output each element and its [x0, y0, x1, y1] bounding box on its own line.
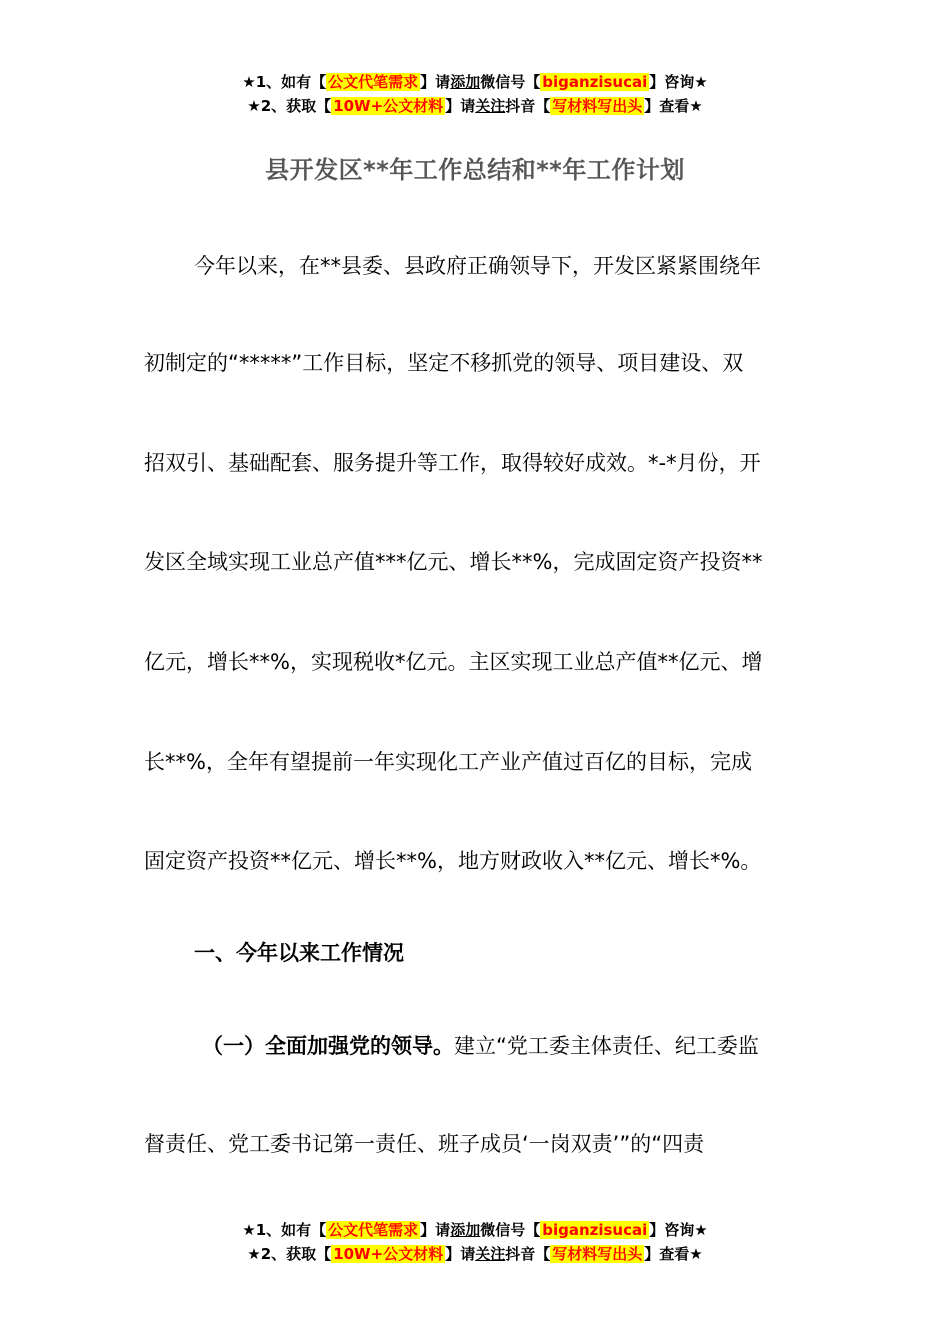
highlight-douyin-id: 写材料写出头 [552, 1245, 643, 1263]
promo-banner-top [0, 70, 950, 118]
body-line-5: 亿元，增长**%，实现税收*亿元。主区实现工业总产值**亿元、增 [144, 650, 763, 674]
highlight-service: 公文代笔需求 [328, 73, 419, 91]
subsection-title: （一）全面加强党的领导。 [202, 1034, 454, 1058]
promo-line-2: ★2、获取【 10W+公文材料 】请关注抖音【 写材料写出头 】查看★ [247, 1245, 703, 1263]
section-heading: 一、今年以来工作情况 [194, 941, 404, 965]
body-line-4: 发区全域实现工业总产值***亿元、增长**%，完成固定资产投资** [144, 550, 763, 574]
highlight-service: 公文代笔需求 [328, 1221, 419, 1239]
document-title: 县开发区**年工作总结和**年工作计划 [265, 156, 685, 184]
highlight-materials: 10W+公文材料 [333, 97, 444, 115]
highlight-douyin-id: 写材料写出头 [552, 97, 643, 115]
promo-banner-bottom [0, 1218, 950, 1266]
promo-line-1: ★1、如有【 公文代笔需求 】请添加微信号【 biganzisucai 】咨询★ [242, 1221, 708, 1239]
promo-line-1: ★1、如有【 公文代笔需求 】请添加微信号【 biganzisucai 】咨询★ [242, 73, 708, 91]
body-line-7: 固定资产投资**亿元、增长**%，地方财政收入**亿元、增长*%。 [144, 849, 762, 873]
promo-line-2: ★2、获取【 10W+公文材料 】请关注抖音【 写材料写出头 】查看★ [247, 97, 703, 115]
body-line-6: 长**%，全年有望提前一年实现化工产业产值过百亿的目标，完成 [144, 750, 752, 774]
subsection-line-2: 督责任、党工委书记第一责任、班子成员‘一岗双责’”的“四责 [144, 1132, 705, 1156]
body-line-2: 初制定的“*****”工作目标，坚定不移抓党的领导、项目建设、双 [144, 351, 744, 375]
body-line-3: 招双引、基础配套、服务提升等工作，取得较好成效。*-*月份，开 [144, 451, 761, 475]
body-line-1: 今年以来，在**县委、县政府正确领导下，开发区紧紧围绕年 [194, 254, 761, 278]
highlight-wechat-id: biganzisucai [542, 1221, 648, 1239]
highlight-materials: 10W+公文材料 [333, 1245, 444, 1263]
highlight-wechat-id: biganzisucai [542, 73, 648, 91]
subsection-line-1: （一）全面加强党的领导。建立“党工委主体责任、纪工委监 [202, 1034, 759, 1058]
